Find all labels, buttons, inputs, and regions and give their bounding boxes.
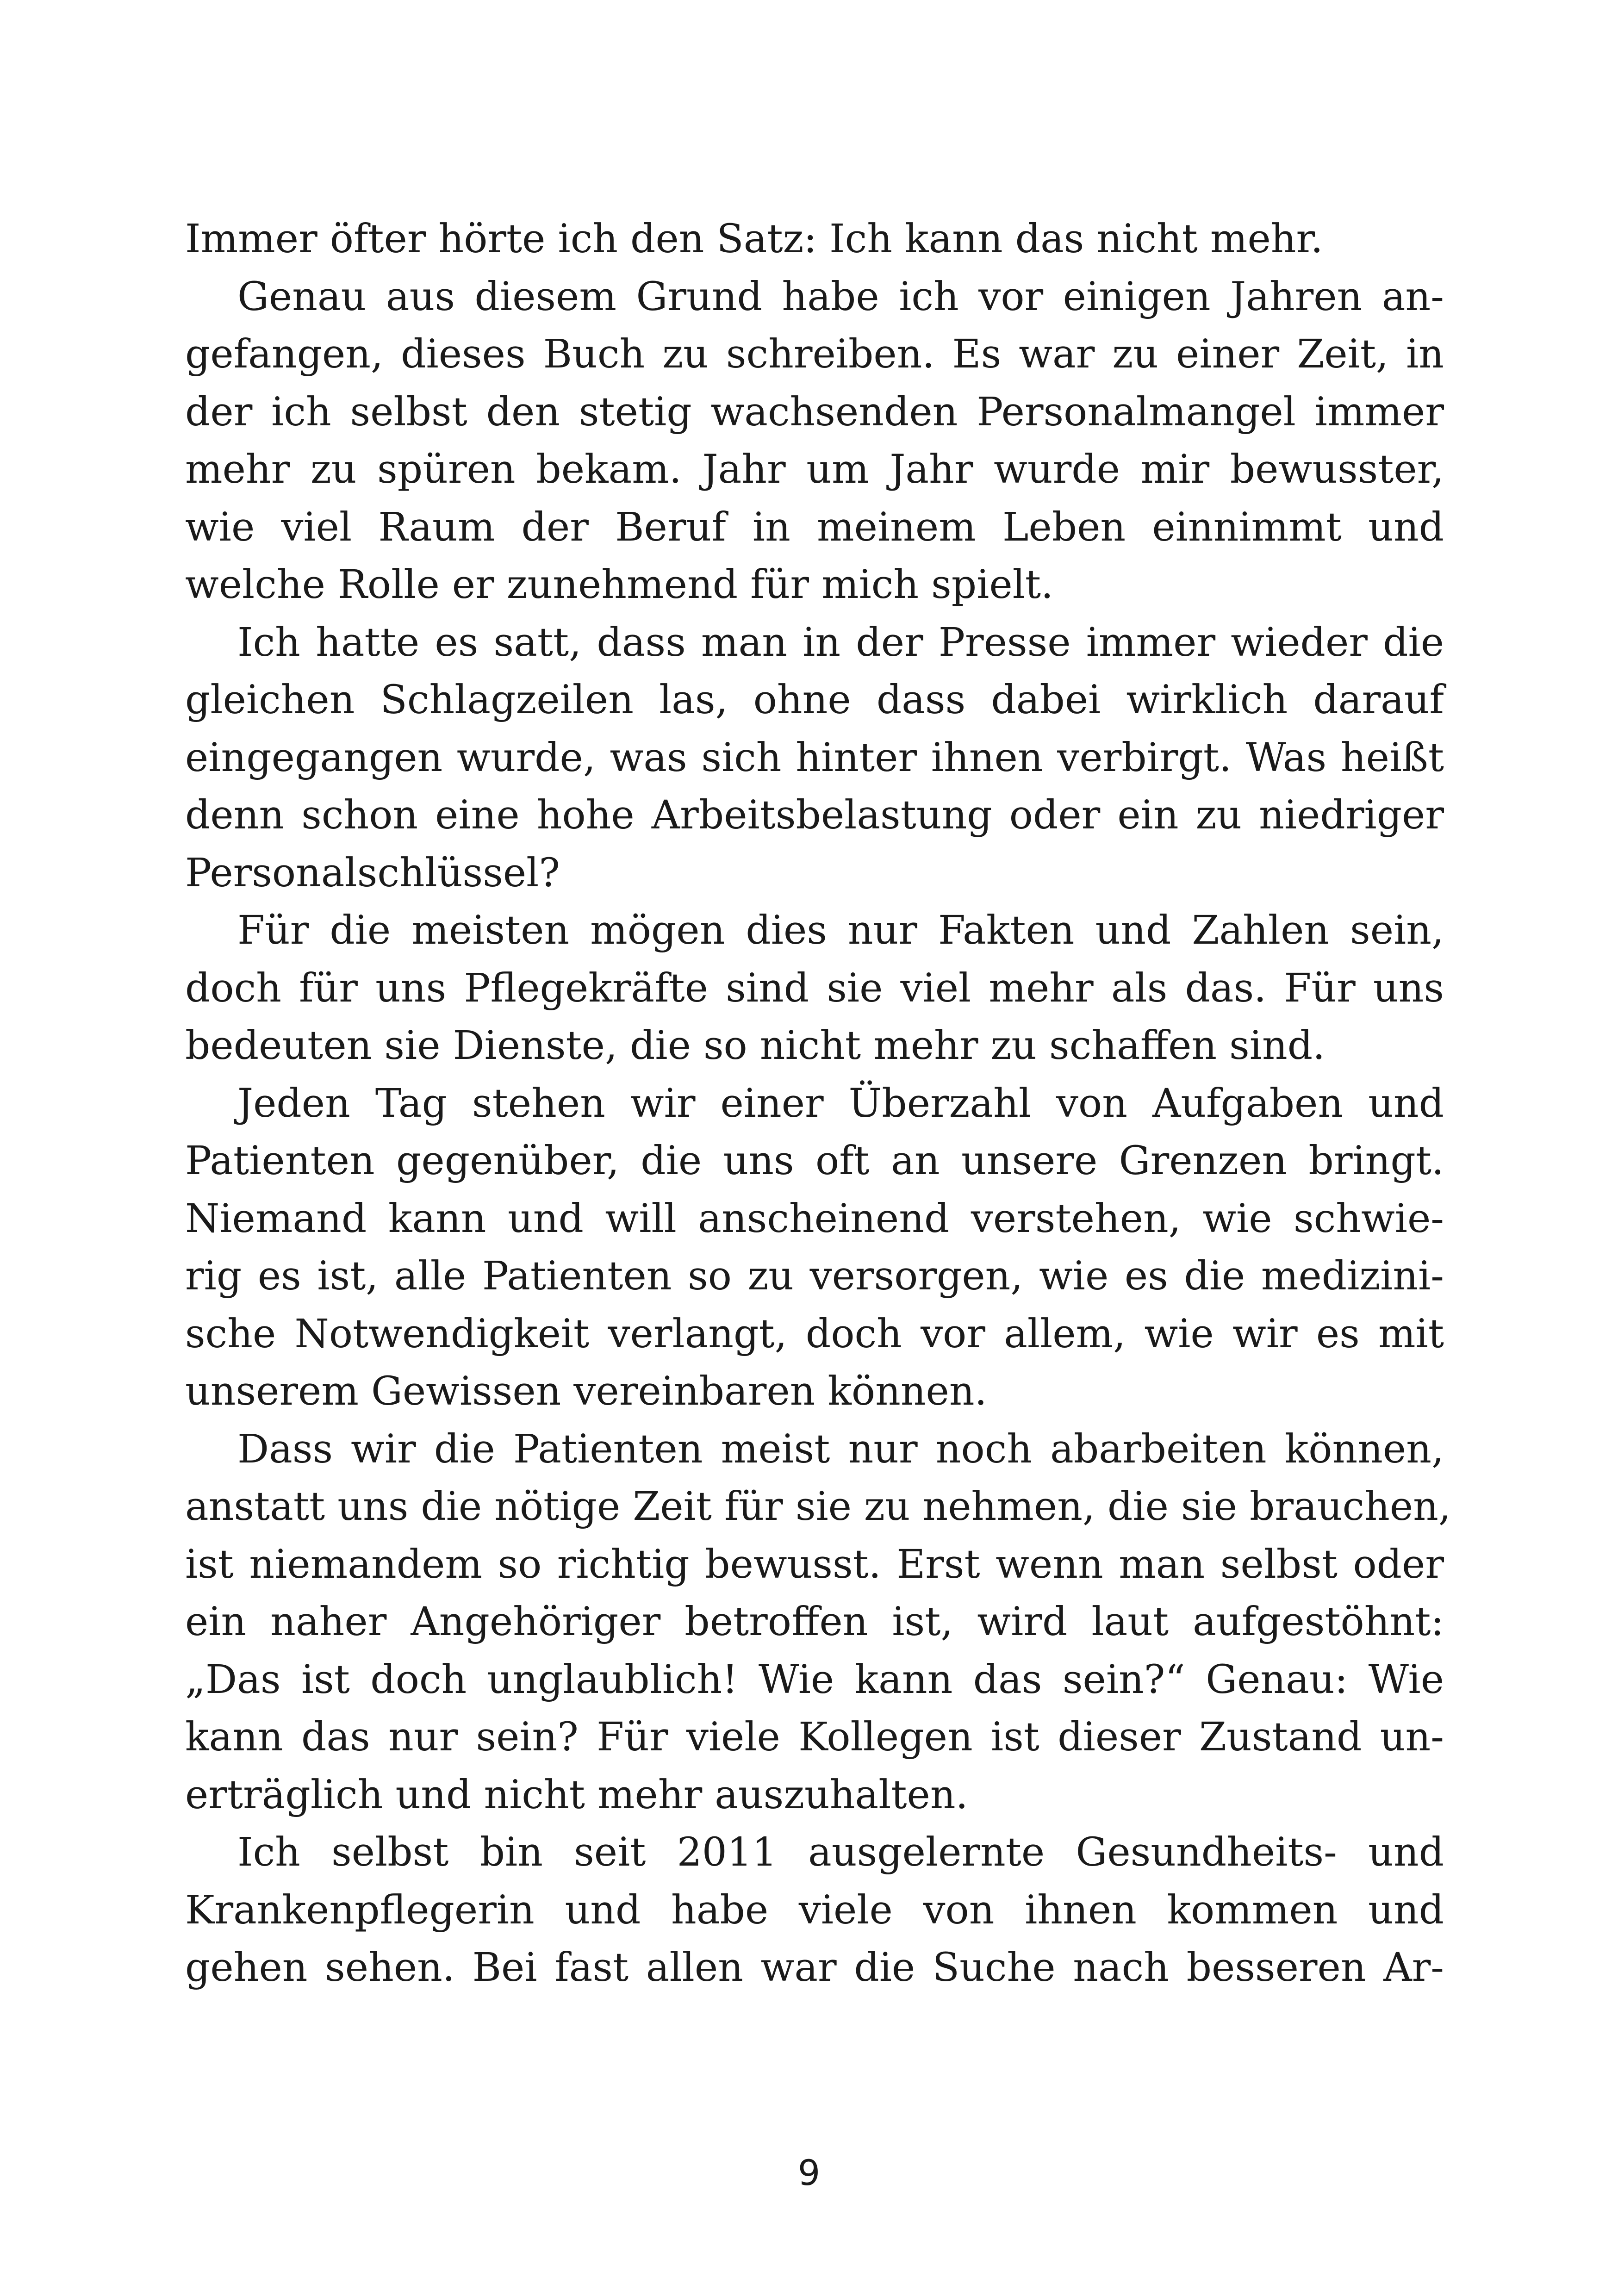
text-line: eingegangen wurde, was sich hinter ihnen verbirgt. Was heißt <box>185 734 1444 781</box>
text-line: gefangen, dieses Buch zu schreiben. Es war zu einer Zeit, in <box>185 331 1444 377</box>
text-line: wie viel Raum der Beruf in meinem Leben einnimmt und <box>185 504 1444 550</box>
text-line: erträglich und nicht mehr auszuhalten. <box>185 1772 968 1818</box>
text-line: Krankenpflegerin und habe viele von ihnen kommen und <box>185 1887 1444 1933</box>
text-line: kann das nur sein? Für viele Kollegen ist dieser Zustand un- <box>185 1714 1444 1760</box>
text-line: denn schon eine hohe Arbeitsbelastung oder ein zu niedriger <box>185 792 1444 838</box>
page-number: 9 <box>797 2152 821 2193</box>
text-line: Jeden Tag stehen wir einer Überzahl von Aufgaben und <box>237 1080 1444 1126</box>
text-line: Niemand kann und will anscheinend verstehen, wie schwie- <box>185 1195 1444 1242</box>
text-line: bedeuten sie Dienste, die so nicht mehr zu schaffen sind. <box>185 1023 1326 1069</box>
text-line: „Das ist doch unglaublich! Wie kann das sein?“ Genau: Wie <box>185 1656 1444 1703</box>
text-line: mehr zu spüren bekam. Jahr um Jahr wurde mir bewusster, <box>185 447 1444 492</box>
text-line: gehen sehen. Bei fast allen war die Suche nach besseren Ar- <box>185 1945 1444 1991</box>
text-line: welche Rolle er zunehmend für mich spielt. <box>185 562 1054 608</box>
text-line: ist niemandem so richtig bewusst. Erst wenn man selbst oder <box>185 1541 1444 1587</box>
text-line: sche Notwendigkeit verlangt, doch vor allem, wie wir es mit <box>185 1311 1444 1357</box>
text-line: anstatt uns die nötige Zeit für sie zu nehmen, die sie brauchen, <box>185 1484 1451 1530</box>
text-line: rig es ist, alle Patienten so zu versorgen, wie es die medizini- <box>185 1253 1444 1299</box>
text-line: Für die meisten mögen dies nur Fakten und Zahlen sein, <box>237 908 1444 953</box>
body-text <box>185 211 1451 1997</box>
text-line: gleichen Schlagzeilen las, ohne dass dabei wirklich darauf <box>185 677 1444 723</box>
text-line: der ich selbst den stetig wachsenden Personalmangel immer <box>185 389 1444 435</box>
text-line: Genau aus diesem Grund habe ich vor einigen Jahren an- <box>237 274 1444 320</box>
text-line: Immer öfter hörte ich den Satz: Ich kann das nicht mehr. <box>185 216 1323 262</box>
text-line: Patienten gegenüber, die uns oft an unsere Grenzen bringt. <box>185 1138 1444 1184</box>
text-line: Ich selbst bin seit 2011 ausgelernte Gesundheits- und <box>237 1829 1444 1875</box>
text-line: doch für uns Pflegekräfte sind sie viel mehr als das. Für uns <box>185 965 1444 1011</box>
text-line: Personalschlüssel? <box>185 850 560 896</box>
text-line: unserem Gewissen vereinbaren können. <box>185 1369 987 1414</box>
text-line: Dass wir die Patienten meist nur noch abarbeiten können, <box>237 1426 1444 1472</box>
text-line: Ich hatte es satt, dass man in der Presse immer wieder die <box>237 619 1444 666</box>
text-line: ein naher Angehöriger betroffen ist, wird laut aufgestöhnt: <box>185 1599 1444 1645</box>
